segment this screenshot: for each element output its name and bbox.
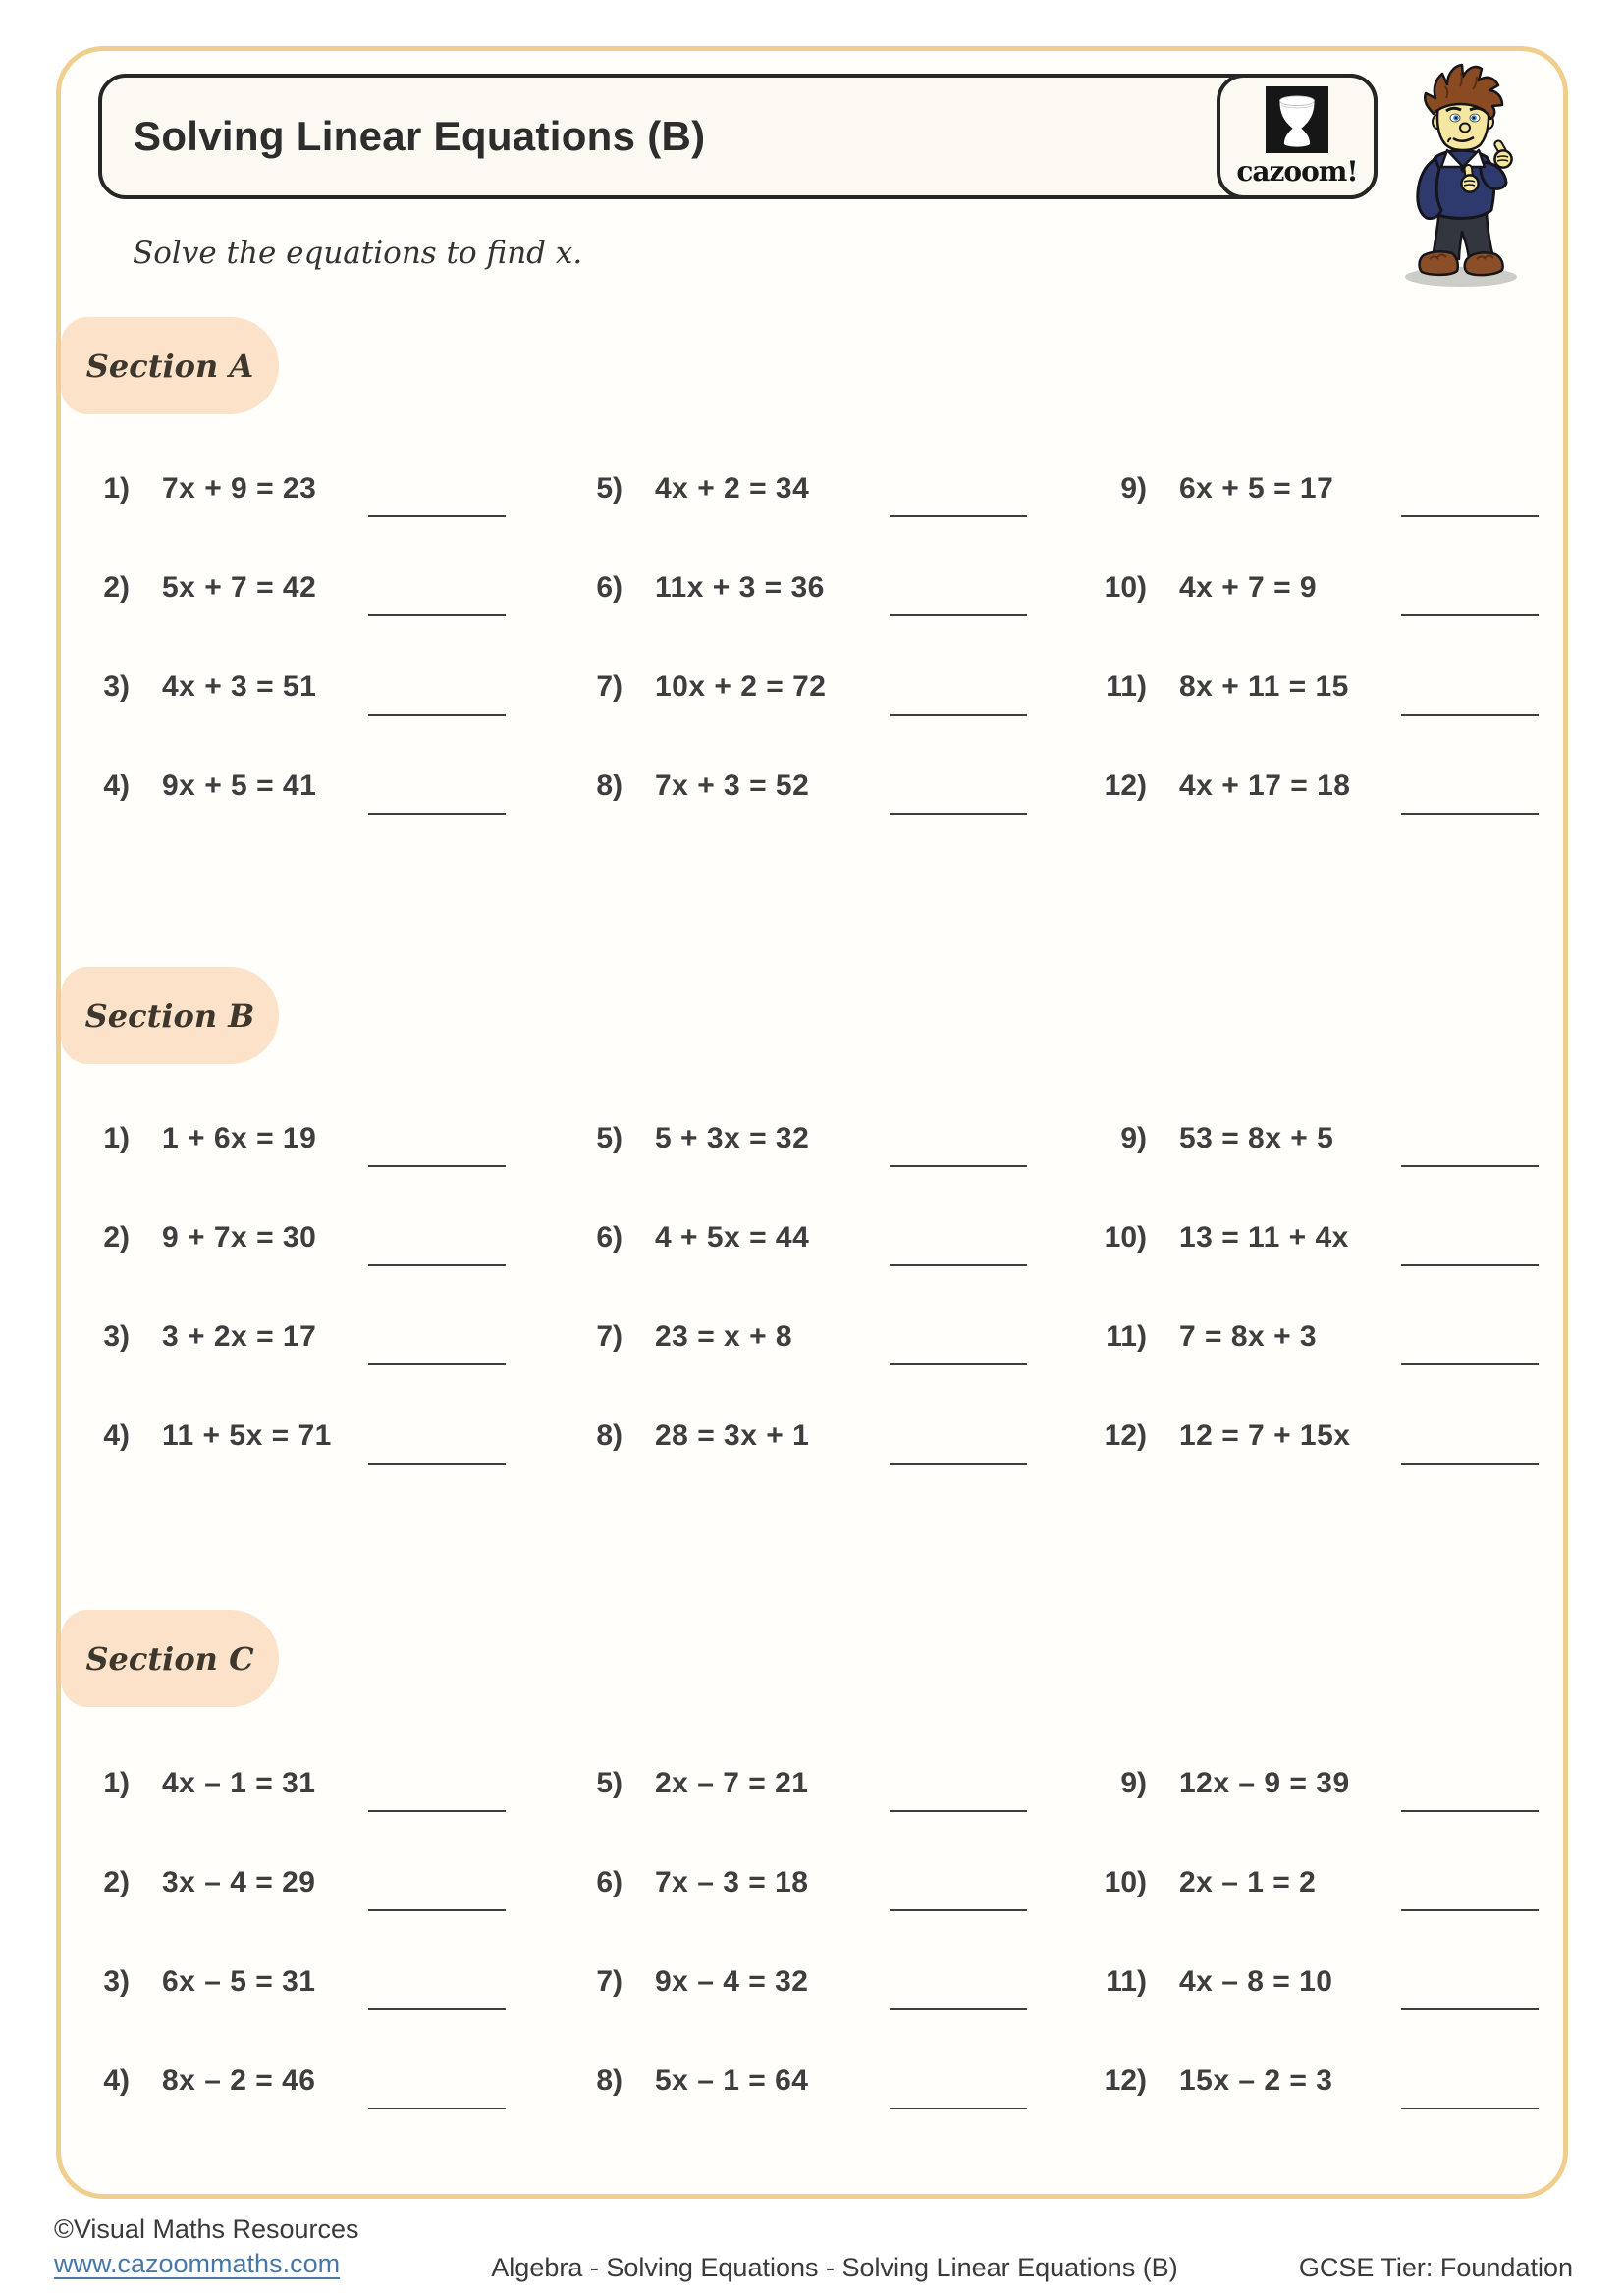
problem-number: 5): [596, 1767, 623, 1799]
problem-row: [552, 770, 1027, 869]
answer-line: [890, 1810, 1027, 1812]
answer-line: [1401, 714, 1539, 716]
problem-row: [552, 670, 1027, 770]
answer-line: [890, 1264, 1027, 1266]
problem-number: 7): [596, 1320, 623, 1353]
equation-text: 3x – 4 = 29: [162, 1866, 316, 1898]
equation-text: 5x + 7 = 42: [162, 571, 317, 604]
problem-row: [1076, 1866, 1539, 1965]
equation-text: 8x + 11 = 15: [1179, 670, 1349, 703]
problem-row: [59, 1320, 506, 1419]
problem-number: 3): [103, 1320, 130, 1353]
problem-row: [1076, 571, 1539, 670]
answer-line: [1401, 1363, 1539, 1365]
equation-text: 5 + 3x = 32: [655, 1122, 810, 1154]
problem-number: 12): [1104, 770, 1147, 802]
problem-row: [59, 1419, 506, 1519]
problem-row: [552, 1320, 1027, 1419]
section-a-equations: [0, 472, 1624, 877]
equation-text: 9x + 5 = 41: [162, 770, 317, 802]
equation-text: 53 = 8x + 5: [1179, 1122, 1334, 1154]
drum-icon: [1266, 86, 1328, 153]
answer-line: [890, 714, 1027, 716]
answer-line: [368, 614, 506, 616]
problem-number: 1): [103, 472, 130, 505]
section-b-tab: [61, 967, 279, 1064]
answer-line: [890, 813, 1027, 815]
cazoommaths-link[interactable]: www.cazoommaths.com: [54, 2249, 341, 2278]
problem-row: [552, 472, 1027, 571]
problem-row: [552, 1866, 1027, 1965]
answer-line: [1401, 614, 1539, 616]
problem-number: 7): [596, 1965, 623, 1998]
section-c-label: Section C: [85, 1639, 254, 1678]
equation-text: 9 + 7x = 30: [162, 1221, 317, 1254]
equation-text: 4 + 5x = 44: [655, 1221, 810, 1254]
problem-row: [552, 1122, 1027, 1221]
problem-row: [59, 2064, 506, 2163]
problem-row: [1076, 1419, 1539, 1519]
answer-line: [368, 2108, 506, 2109]
answer-line: [368, 515, 506, 517]
problem-number: 9): [1120, 1122, 1147, 1154]
problem-number: 2): [103, 1866, 130, 1898]
problem-row: [552, 2064, 1027, 2163]
problem-row: [59, 472, 506, 571]
problem-row: [59, 770, 506, 869]
equation-text: 5x – 1 = 64: [655, 2064, 809, 2097]
problem-row: [59, 670, 506, 770]
cazoom-logo-text: cazoom!: [1236, 154, 1358, 187]
problem-row: [552, 1965, 1027, 2064]
equation-text: 7x + 3 = 52: [655, 770, 810, 802]
answer-line: [1401, 1463, 1539, 1465]
problem-number: 5): [596, 472, 623, 505]
problem-number: 11): [1106, 1965, 1147, 1998]
problem-number: 3): [103, 670, 130, 703]
equation-text: 12 = 7 + 15x: [1179, 1419, 1351, 1452]
section-c-equations: [0, 1767, 1624, 2171]
equation-text: 2x – 7 = 21: [655, 1767, 809, 1799]
problem-number: 2): [103, 571, 130, 604]
equation-text: 1 + 6x = 19: [162, 1122, 317, 1154]
problem-number: 4): [103, 770, 130, 802]
problem-number: 5): [596, 1122, 623, 1154]
equation-column: [552, 1122, 1027, 1519]
answer-line: [1401, 1264, 1539, 1266]
answer-line: [1401, 1810, 1539, 1812]
equation-text: 7 = 8x + 3: [1179, 1320, 1318, 1353]
answer-line: [1401, 515, 1539, 517]
problem-row: [59, 1965, 506, 2064]
problem-row: [552, 1767, 1027, 1866]
page-title: Solving Linear Equations (B): [134, 113, 706, 159]
equation-text: 6x + 5 = 17: [1179, 472, 1334, 505]
equation-text: 13 = 11 + 4x: [1179, 1221, 1349, 1254]
answer-line: [1401, 1909, 1539, 1911]
answer-line: [890, 1909, 1027, 1911]
problem-number: 9): [1120, 1767, 1147, 1799]
copyright-text: ©Visual Maths Resources: [54, 2215, 359, 2244]
problem-row: [1076, 2064, 1539, 2163]
equation-text: 11x + 3 = 36: [655, 571, 825, 604]
problem-number: 8): [596, 770, 623, 802]
equation-column: [59, 472, 506, 869]
answer-line: [890, 1363, 1027, 1365]
problem-row: [59, 1122, 506, 1221]
problem-number: 1): [103, 1767, 130, 1799]
problem-number: 11): [1106, 670, 1147, 703]
equation-text: 2x – 1 = 2: [1179, 1866, 1317, 1898]
problem-number: 6): [596, 1221, 623, 1254]
boy-thumbs-up-illustration: [1386, 57, 1542, 291]
answer-line: [1401, 2008, 1539, 2010]
equation-text: 11 + 5x = 71: [162, 1419, 332, 1452]
equation-text: 4x + 7 = 9: [1179, 571, 1318, 604]
equation-text: 28 = 3x + 1: [655, 1419, 810, 1452]
answer-line: [1401, 813, 1539, 815]
answer-line: [368, 1810, 506, 1812]
answer-line: [890, 614, 1027, 616]
problem-row: [552, 1419, 1027, 1519]
answer-line: [368, 714, 506, 716]
equation-column: [59, 1122, 506, 1519]
title-box: [98, 74, 1378, 199]
problem-number: 4): [103, 2064, 130, 2097]
problem-row: [1076, 1767, 1539, 1866]
equation-text: 4x – 1 = 31: [162, 1767, 316, 1799]
problem-row: [1076, 472, 1539, 571]
answer-line: [890, 2008, 1027, 2010]
problem-number: 8): [596, 2064, 623, 2097]
problem-row: [59, 571, 506, 670]
equation-text: 7x + 9 = 23: [162, 472, 317, 505]
problem-number: 8): [596, 1419, 623, 1452]
equation-column: [59, 1767, 506, 2163]
answer-line: [368, 1165, 506, 1167]
problem-row: [1076, 1965, 1539, 2064]
gcse-tier-label: GCSE Tier: Foundation: [1298, 2253, 1573, 2282]
problem-row: [59, 1767, 506, 1866]
problem-row: [59, 1221, 506, 1320]
instruction-text: Solve the equations to find x.: [133, 236, 583, 271]
equation-column: [552, 1767, 1027, 2163]
problem-number: 12): [1104, 1419, 1147, 1452]
section-a-tab: [61, 317, 279, 414]
equation-text: 10x + 2 = 72: [655, 670, 827, 703]
problem-number: 3): [103, 1965, 130, 1998]
problem-row: [1076, 1122, 1539, 1221]
answer-line: [890, 2108, 1027, 2109]
equation-column: [552, 472, 1027, 869]
problem-row: [1076, 1320, 1539, 1419]
equation-text: 6x – 5 = 31: [162, 1965, 316, 1998]
problem-number: 4): [103, 1419, 130, 1452]
problem-row: [1076, 670, 1539, 770]
problem-row: [1076, 770, 1539, 869]
answer-line: [368, 1264, 506, 1266]
problem-number: 9): [1120, 472, 1147, 505]
problem-number: 12): [1104, 2064, 1147, 2097]
problem-number: 10): [1104, 1221, 1147, 1254]
breadcrumb: Algebra - Solving Equations - Solving Linear Equations (B): [491, 2253, 1178, 2282]
section-a-label: Section A: [85, 347, 254, 385]
answer-line: [890, 1165, 1027, 1167]
equation-text: 15x – 2 = 3: [1179, 2064, 1333, 2097]
equation-text: 9x – 4 = 32: [655, 1965, 809, 1998]
equation-text: 4x – 8 = 10: [1179, 1965, 1333, 1998]
answer-line: [890, 515, 1027, 517]
answer-line: [1401, 1165, 1539, 1167]
answer-line: [368, 1463, 506, 1465]
equation-column: [1076, 1767, 1539, 2163]
problem-row: [552, 571, 1027, 670]
problem-number: 10): [1104, 571, 1147, 604]
answer-line: [1401, 2108, 1539, 2109]
problem-number: 1): [103, 1122, 130, 1154]
section-b-equations: [0, 1122, 1624, 1526]
section-c-tab: [61, 1610, 279, 1707]
cazoom-logo-box: [1217, 74, 1378, 199]
answer-line: [368, 1363, 506, 1365]
problem-row: [552, 1221, 1027, 1320]
problem-row: [59, 1866, 506, 1965]
equation-text: 3 + 2x = 17: [162, 1320, 317, 1353]
problem-number: 6): [596, 571, 623, 604]
problem-number: 10): [1104, 1866, 1147, 1898]
section-b-label: Section B: [84, 996, 255, 1035]
problem-row: [1076, 1221, 1539, 1320]
equation-text: 12x – 9 = 39: [1179, 1767, 1350, 1799]
problem-number: 11): [1106, 1320, 1147, 1353]
answer-line: [890, 1463, 1027, 1465]
equation-text: 4x + 2 = 34: [655, 472, 810, 505]
equation-text: 4x + 3 = 51: [162, 670, 317, 703]
answer-line: [368, 813, 506, 815]
equation-text: 23 = x + 8: [655, 1320, 793, 1353]
equation-column: [1076, 1122, 1539, 1519]
answer-line: [368, 2008, 506, 2010]
equation-text: 8x – 2 = 46: [162, 2064, 316, 2097]
problem-number: 7): [596, 670, 623, 703]
equation-text: 7x – 3 = 18: [655, 1866, 809, 1898]
problem-number: 2): [103, 1221, 130, 1254]
problem-number: 6): [596, 1866, 623, 1898]
equation-column: [1076, 472, 1539, 869]
equation-text: 4x + 17 = 18: [1179, 770, 1351, 802]
answer-line: [368, 1909, 506, 1911]
